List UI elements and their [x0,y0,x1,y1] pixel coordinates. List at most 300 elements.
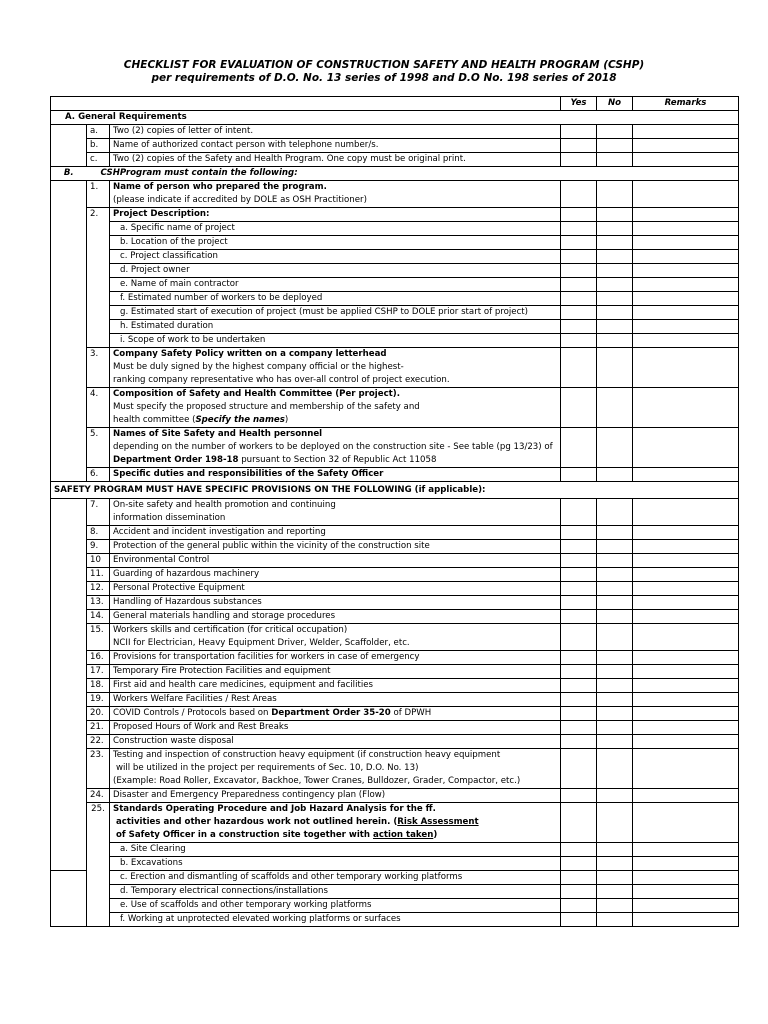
description-cell: Protection of the general public within the vicinity of the construction site [110,540,561,554]
no-cell[interactable] [597,499,633,513]
yes-cell[interactable] [561,554,597,568]
yes-cell [561,775,597,789]
number-cell [87,829,110,843]
margin-cell [51,181,87,195]
number-cell: 19. [87,693,110,707]
remarks-cell[interactable] [633,693,739,707]
yes-cell[interactable] [561,388,597,402]
remarks-cell[interactable] [633,913,739,927]
yes-cell [561,829,597,843]
provisions-heading-row [51,482,739,499]
remarks-cell[interactable] [633,250,739,264]
item-23 [51,749,739,763]
yes-cell [561,441,597,454]
no-cell[interactable] [597,264,633,278]
remarks-cell[interactable] [633,899,739,913]
yes-cell[interactable] [561,540,597,554]
no-cell[interactable] [597,693,633,707]
remarks-cell[interactable] [633,843,739,857]
remarks-cell [633,829,739,843]
remarks-cell[interactable] [633,540,739,554]
no-cell[interactable] [597,208,633,222]
no-cell [597,374,633,388]
remarks-cell[interactable] [633,125,739,139]
description-cell: h. Estimated duration [110,320,561,334]
number-cell: 18. [87,679,110,693]
remarks-cell[interactable] [633,348,739,362]
remarks-cell[interactable] [633,803,739,817]
no-cell[interactable] [597,320,633,334]
no-cell [597,762,633,775]
no-cell[interactable] [597,236,633,250]
number-cell [87,306,110,320]
item-2-sub [51,334,739,348]
number-cell: 7. [87,499,110,513]
col-yes: Yes [561,97,597,111]
no-cell[interactable] [597,803,633,817]
no-cell[interactable] [597,857,633,871]
description-cell: Name of person who prepared the program. [110,181,561,195]
yes-cell[interactable] [561,693,597,707]
no-cell[interactable] [597,679,633,693]
margin-cell [51,499,87,513]
number-cell: 15. [87,624,110,638]
margin-cell [51,816,87,829]
provision-item [51,610,739,624]
remarks-cell[interactable] [633,749,739,763]
remarks-cell[interactable] [633,208,739,222]
remarks-cell[interactable] [633,735,739,749]
yes-cell[interactable] [561,468,597,482]
number-cell [87,334,110,348]
margin-cell [51,306,87,320]
number-cell: 11. [87,568,110,582]
description-cell: (please indicate if accredited by DOLE as OSH Practitioner) [110,194,561,208]
yes-cell[interactable] [561,320,597,334]
remarks-cell[interactable] [633,388,739,402]
margin-cell [51,441,87,454]
no-cell[interactable] [597,554,633,568]
yes-cell[interactable] [561,153,597,167]
number-cell [87,194,110,208]
description-cell: Must be duly signed by the highest company official or the highest- [110,361,561,374]
no-cell [597,512,633,526]
margin-cell [51,414,87,428]
no-cell[interactable] [597,181,633,195]
provision-item [51,735,739,749]
remarks-cell[interactable] [633,292,739,306]
yes-cell[interactable] [561,526,597,540]
description-cell: c. Project classification [110,250,561,264]
yes-cell[interactable] [561,789,597,803]
yes-cell[interactable] [561,264,597,278]
no-cell [597,454,633,468]
description-cell: Standards Operating Procedure and Job Hazard Analysis for the ff. [110,803,561,817]
margin-cell [51,735,87,749]
item-24 [51,789,739,803]
provision-item [51,693,739,707]
description-cell: Composition of Safety and Health Committee (Per project). [110,388,561,402]
remarks-cell [633,512,739,526]
remarks-cell[interactable] [633,222,739,236]
no-cell[interactable] [597,596,633,610]
yes-cell[interactable] [561,596,597,610]
margin-cell [51,693,87,707]
number-cell: 20. [87,707,110,721]
margin-cell [51,320,87,334]
item-7 [51,499,739,513]
number-cell: 2. [87,208,110,222]
margin-cell [51,428,87,442]
remarks-cell[interactable] [633,568,739,582]
no-cell[interactable] [597,292,633,306]
number-cell [87,97,110,111]
remarks-cell[interactable] [633,264,739,278]
margin-cell [51,222,87,236]
document-title: CHECKLIST FOR EVALUATION OF CONSTRUCTION SAFETY AND HEALTH PROGRAM (CSHP) [123,59,645,71]
margin-cell [51,554,87,568]
number-cell: 9. [87,540,110,554]
margin-cell [51,208,87,222]
number-cell [87,637,110,651]
no-cell[interactable] [597,899,633,913]
yes-cell[interactable] [561,651,597,665]
number-cell: 21. [87,721,110,735]
remarks-cell[interactable] [633,721,739,735]
yes-cell[interactable] [561,568,597,582]
description-cell: Company Safety Policy written on a company letterhead [110,348,561,362]
remarks-cell[interactable] [633,789,739,803]
no-cell[interactable] [597,139,633,153]
margin-cell [51,679,87,693]
margin-cell [51,885,87,899]
no-cell[interactable] [597,348,633,362]
description-cell: Temporary Fire Protection Facilities and equipment [110,665,561,679]
yes-cell[interactable] [561,749,597,763]
remarks-cell[interactable] [633,679,739,693]
number-cell [87,441,110,454]
item-2-sub [51,264,739,278]
description-cell: b. Location of the project [110,236,561,250]
item-6 [51,468,739,482]
yes-cell[interactable] [561,803,597,817]
margin-cell [51,153,87,167]
yes-cell[interactable] [561,428,597,442]
number-cell [87,885,110,899]
number-cell [87,320,110,334]
remarks-cell[interactable] [633,306,739,320]
remarks-cell[interactable] [633,278,739,292]
provision-item [51,665,739,679]
no-cell [597,361,633,374]
yes-cell[interactable] [561,181,597,195]
section-b-letter: B. [51,167,87,181]
remarks-cell[interactable] [633,624,739,638]
remarks-cell[interactable] [633,885,739,899]
description-cell: First aid and health care medicines, equipment and facilities [110,679,561,693]
no-cell[interactable] [597,913,633,927]
yes-cell[interactable] [561,665,597,679]
description-cell: Name of authorized contact person with telephone number/s. [110,139,561,153]
no-cell[interactable] [597,885,633,899]
number-cell: 23. [87,749,110,763]
description-cell: Specific duties and responsibilities of the Safety Officer [110,468,561,482]
description-cell: depending on the number of workers to be deployed on the construction site - See table (pg 13/23) of [110,441,561,454]
no-cell[interactable] [597,749,633,763]
item-3 [51,348,739,362]
description-cell: e. Use of scaffolds and other temporary working platforms [110,899,561,913]
yes-cell[interactable] [561,610,597,624]
margin-cell [51,348,87,362]
yes-cell[interactable] [561,222,597,236]
yes-cell[interactable] [561,499,597,513]
description-cell: Accident and incident investigation and reporting [110,526,561,540]
yes-cell[interactable] [561,139,597,153]
no-cell[interactable] [597,428,633,442]
no-cell[interactable] [597,334,633,348]
provision-item [51,679,739,693]
no-cell [597,829,633,843]
yes-cell[interactable] [561,236,597,250]
remarks-cell[interactable] [633,428,739,442]
margin-cell [51,843,87,857]
description-cell: will be utilized in the project per requirements of Sec. 10, D.O. No. 13) [110,762,561,775]
number-cell [87,374,110,388]
yes-cell [561,414,597,428]
no-cell[interactable] [597,278,633,292]
item-25-sub [51,871,739,885]
remarks-cell[interactable] [633,707,739,721]
remarks-cell [633,637,739,651]
remarks-cell[interactable] [633,857,739,871]
number-cell [87,857,110,871]
margin-cell [51,762,87,775]
yes-cell[interactable] [561,899,597,913]
margin-cell [51,707,87,721]
yes-cell[interactable] [561,624,597,638]
remarks-cell[interactable] [633,582,739,596]
number-cell: 13. [87,596,110,610]
item-25-sub [51,885,739,899]
margin-cell [51,610,87,624]
remarks-cell[interactable] [633,153,739,167]
number-cell: a. [87,125,110,139]
number-cell: 16. [87,651,110,665]
remarks-cell[interactable] [633,610,739,624]
no-cell[interactable] [597,582,633,596]
number-cell: b. [87,139,110,153]
margin-cell [51,775,87,789]
no-cell[interactable] [597,540,633,554]
description-cell: d. Project owner [110,264,561,278]
remarks-cell [633,775,739,789]
yes-cell[interactable] [561,857,597,871]
number-cell [87,361,110,374]
yes-cell[interactable] [561,278,597,292]
remarks-cell [633,194,739,208]
number-cell: 3. [87,348,110,362]
remarks-cell [633,361,739,374]
yes-cell[interactable] [561,208,597,222]
number-cell: 8. [87,526,110,540]
item-2 [51,208,739,222]
margin-cell [51,125,87,139]
no-cell[interactable] [597,468,633,482]
margin-cell [51,540,87,554]
description-cell: d. Temporary electrical connections/installations [110,885,561,899]
remarks-cell[interactable] [633,320,739,334]
remarks-cell[interactable] [633,181,739,195]
no-cell[interactable] [597,153,633,167]
item-5 [51,428,739,442]
remarks-cell [633,414,739,428]
remarks-cell[interactable] [633,334,739,348]
no-cell[interactable] [597,568,633,582]
number-cell: 25. [87,803,110,817]
number-cell: 22. [87,735,110,749]
checklist-table [50,96,739,927]
description-cell: Workers Welfare Facilities / Rest Areas [110,693,561,707]
remarks-cell [633,816,739,829]
remarks-cell[interactable] [633,526,739,540]
number-cell [87,222,110,236]
yes-cell[interactable] [561,871,597,885]
section-a-label: A. General Requirements [51,111,739,125]
no-cell[interactable] [597,610,633,624]
col-remarks: Remarks [633,97,739,111]
remarks-cell[interactable] [633,651,739,665]
no-cell[interactable] [597,721,633,735]
no-cell[interactable] [597,125,633,139]
yes-cell[interactable] [561,292,597,306]
no-cell[interactable] [597,871,633,885]
item-2-sub [51,236,739,250]
no-cell [597,775,633,789]
yes-cell[interactable] [561,843,597,857]
number-cell: 14. [87,610,110,624]
number-cell [87,899,110,913]
no-cell[interactable] [597,665,633,679]
no-cell[interactable] [597,707,633,721]
no-cell [597,637,633,651]
section-a-item [51,125,739,139]
item-15 [51,624,739,638]
yes-cell[interactable] [561,707,597,721]
yes-cell[interactable] [561,735,597,749]
description-cell: Department Order 198-18 pursuant to Section 32 of Republic Act 11058 [110,454,561,468]
description-cell: b. Excavations [110,857,561,871]
yes-cell[interactable] [561,582,597,596]
remarks-cell[interactable] [633,596,739,610]
description-cell: Workers skills and certification (for critical occupation) [110,624,561,638]
number-cell: 1. [87,181,110,195]
number-cell: 17. [87,665,110,679]
yes-cell[interactable] [561,250,597,264]
yes-cell [561,361,597,374]
no-cell[interactable] [597,250,633,264]
yes-cell [561,194,597,208]
description-cell [110,97,561,111]
remarks-cell[interactable] [633,139,739,153]
margin-cell [51,749,87,763]
remarks-cell[interactable] [633,871,739,885]
provision-item [51,651,739,665]
no-cell[interactable] [597,843,633,857]
yes-cell[interactable] [561,348,597,362]
margin-cell [51,97,87,111]
yes-cell[interactable] [561,679,597,693]
description-cell: Testing and inspection of construction heavy equipment (if construction heavy equipment [110,749,561,763]
no-cell[interactable] [597,789,633,803]
section-a-row [51,111,739,125]
remarks-cell[interactable] [633,665,739,679]
no-cell[interactable] [597,222,633,236]
no-cell[interactable] [597,651,633,665]
margin-cell [51,637,87,651]
margin-cell [51,388,87,402]
no-cell[interactable] [597,624,633,638]
provision-item [51,582,739,596]
margin-cell [51,264,87,278]
remarks-cell[interactable] [633,468,739,482]
yes-cell[interactable] [561,721,597,735]
margin-cell [51,250,87,264]
number-cell [87,913,110,927]
provision-item [51,596,739,610]
yes-cell[interactable] [561,125,597,139]
description-cell: health committee (Specify the names) [110,414,561,428]
no-cell [597,194,633,208]
margin-cell [51,139,87,153]
yes-cell[interactable] [561,306,597,320]
number-cell: 24. [87,789,110,803]
remarks-cell[interactable] [633,499,739,513]
margin-cell [51,803,87,817]
description-cell: Personal Protective Equipment [110,582,561,596]
remarks-cell[interactable] [633,236,739,250]
no-cell[interactable] [597,526,633,540]
no-cell[interactable] [597,388,633,402]
provision-item [51,554,739,568]
description-cell: Proposed Hours of Work and Rest Breaks [110,721,561,735]
margin-cell [51,361,87,374]
yes-cell[interactable] [561,885,597,899]
section-a-item [51,139,739,153]
no-cell [597,414,633,428]
remarks-cell[interactable] [633,554,739,568]
description-cell: On-site safety and health promotion and continuing [110,499,561,513]
item-1 [51,181,739,195]
number-cell [87,871,110,885]
number-cell: 12. [87,582,110,596]
col-no: No [597,97,633,111]
description-cell: Two (2) copies of letter of intent. [110,125,561,139]
no-cell[interactable] [597,735,633,749]
yes-cell[interactable] [561,913,597,927]
description-cell: c. Erection and dismantling of scaffolds and other temporary working platforms [110,871,561,885]
description-cell: Provisions for transportation facilities for workers in case of emergency [110,651,561,665]
no-cell [597,441,633,454]
description-cell: g. Estimated start of execution of project (must be applied CSHP to DOLE prior start of project) [110,306,561,320]
number-cell [87,236,110,250]
description-cell: e. Name of main contractor [110,278,561,292]
item-2-sub [51,306,739,320]
no-cell[interactable] [597,306,633,320]
margin-cell [51,374,87,388]
remarks-cell [633,401,739,414]
yes-cell[interactable] [561,334,597,348]
number-cell [87,454,110,468]
